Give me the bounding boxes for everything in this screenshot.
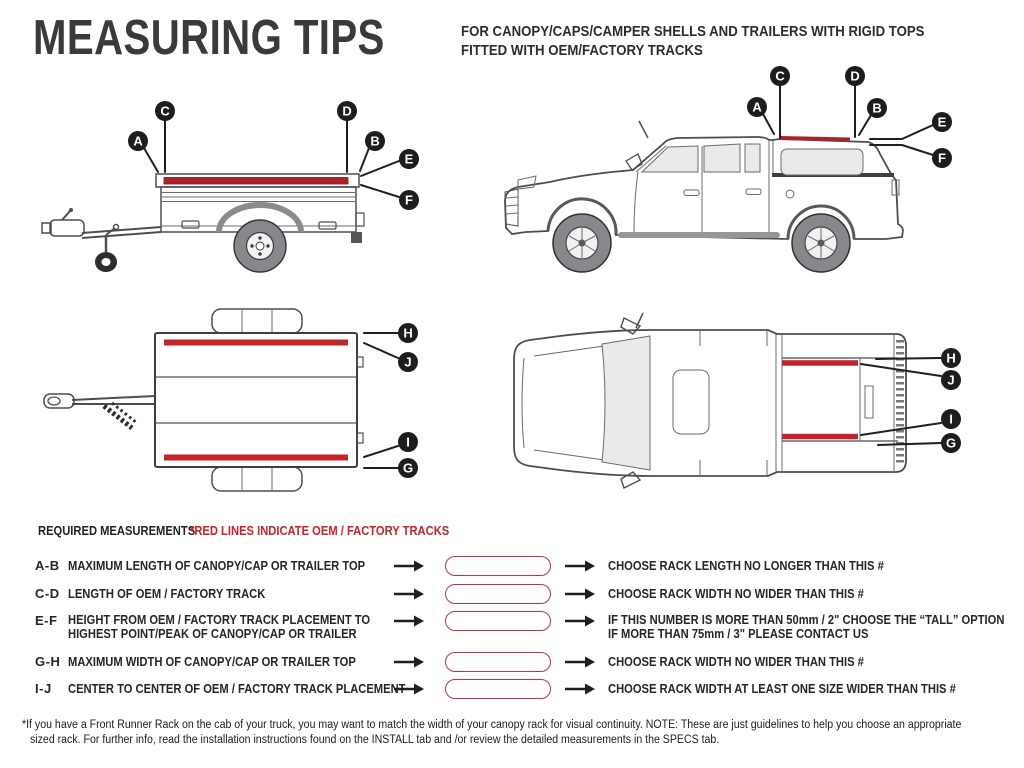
measurement-description: HEIGHT FROM OEM / FACTORY TRACK PLACEMENT TO HIGHEST POINT/PEAK OF CANOPY/CAP OR TRAILER <box>68 612 371 641</box>
measurement-guideline: CHOOSE RACK LENGTH NO LONGER THAN THIS # <box>608 558 884 573</box>
truck-body-top <box>514 330 906 476</box>
svg-text:B: B <box>872 100 882 116</box>
subtitle-line-1: FOR CANOPY/CAPS/CAMPER SHELLS AND TRAILERS WITH RIGID TOPS <box>461 23 925 40</box>
measure-point-badge-g <box>398 458 418 478</box>
svg-text:C: C <box>775 68 785 84</box>
windshield <box>602 336 650 470</box>
measurement-code: I-J <box>35 681 52 696</box>
safety-chain <box>104 406 132 428</box>
svg-text:G: G <box>402 460 414 476</box>
page-title: MEASURING TIPS <box>33 11 385 65</box>
arrow-icon <box>565 683 595 695</box>
measurement-row <box>0 613 1024 657</box>
arrow-icon <box>394 683 424 695</box>
measure-point-badge-f <box>932 148 952 168</box>
measurement-value-box <box>445 556 551 576</box>
svg-text:A: A <box>133 133 143 149</box>
measurement-guideline: CHOOSE RACK WIDTH AT LEAST ONE SIZE WIDER THAN THIS # <box>608 681 956 696</box>
trailer-top-view-diagram <box>20 300 450 510</box>
svg-text:I: I <box>949 411 953 427</box>
measurement-description: MAXIMUM LENGTH OF CANOPY/CAP OR TRAILER TOP <box>68 558 366 573</box>
svg-text:J: J <box>404 354 412 370</box>
measure-point-badge-c <box>770 66 790 86</box>
rocker-panel <box>618 232 780 238</box>
door-handle <box>684 190 699 196</box>
measurement-value-box <box>445 679 551 699</box>
trailer-wheel <box>234 220 286 272</box>
measure-point-badge-j <box>941 370 961 390</box>
measure-point-badge-g <box>941 433 961 453</box>
truck-top-view-diagram <box>490 300 1020 510</box>
measure-point-badge-f <box>399 190 419 210</box>
svg-text:H: H <box>946 350 956 366</box>
subtitle-line-2: FITTED WITH OEM/FACTORY TRACKS <box>461 42 703 59</box>
side-mirror <box>626 154 642 170</box>
svg-text:F: F <box>938 150 946 166</box>
measure-point-badge-i <box>398 432 418 452</box>
arrow-icon <box>565 588 595 600</box>
arrow-icon <box>394 656 424 668</box>
measure-point-badge-h <box>941 348 961 368</box>
measure-point-badge-e <box>932 112 952 132</box>
svg-text:H: H <box>403 325 413 341</box>
svg-text:A: A <box>752 99 762 115</box>
arrow-icon <box>565 656 595 668</box>
door-handle <box>746 189 761 195</box>
trailer-hitch <box>42 208 161 272</box>
measurement-guideline: CHOOSE RACK WIDTH NO WIDER THAN THIS # <box>608 654 864 669</box>
measurement-code: A-B <box>35 558 60 573</box>
measurement-value-box <box>445 652 551 672</box>
svg-text:C: C <box>160 103 170 119</box>
oem-track-line <box>782 360 858 366</box>
arrow-icon <box>394 615 424 627</box>
measure-point-badge-b <box>867 98 887 118</box>
measurement-guideline: IF THIS NUMBER IS MORE THAN 50mm / 2" CHOOSE THE “TALL” OPTION IF MORE THAN 75mm / 3" PLEASE CONTACT US <box>608 612 1005 641</box>
svg-text:J: J <box>947 372 955 388</box>
measure-point-badge-d <box>337 101 357 121</box>
measurement-description: CENTER TO CENTER OF OEM / FACTORY TRACK PLACEMENT <box>68 681 406 696</box>
measurement-row <box>0 681 1024 711</box>
arrow-icon <box>394 560 424 572</box>
page-subtitle <box>461 22 988 60</box>
footnote-line-1: *If you have a Front Runner Rack on the cab of your truck, you may want to match the width of your canopy rack for visual continuity. NOTE: These are just guidelines to help you choose an appropriate <box>22 719 962 731</box>
truck-side-view-diagram <box>490 60 1020 300</box>
measure-point-badge-d <box>845 66 865 86</box>
leader-lines <box>144 121 399 197</box>
measure-point-badge-a <box>747 97 767 117</box>
measure-point-badge-h <box>398 323 418 343</box>
truck-top-details <box>522 330 900 476</box>
sunroof <box>673 370 709 434</box>
measure-point-badge-j <box>398 352 418 372</box>
measure-point-badge-e <box>399 149 419 169</box>
oem-track-line <box>164 455 348 461</box>
leader-lines <box>763 86 933 155</box>
arrow-icon <box>565 560 595 572</box>
oem-track-line <box>780 138 850 140</box>
svg-text:D: D <box>342 103 352 119</box>
svg-text:F: F <box>405 192 413 208</box>
measurement-description: MAXIMUM WIDTH OF CANOPY/CAP OR TRAILER TOP <box>68 654 356 669</box>
trailer-side-view-diagram <box>20 95 450 295</box>
trailer-hitch-top <box>44 394 155 428</box>
fuel-cap <box>786 190 794 198</box>
rear-door-window <box>704 144 740 172</box>
svg-text:E: E <box>404 151 414 167</box>
measurement-description: LENGTH OF OEM / FACTORY TRACK <box>68 586 266 601</box>
measurement-code: E-F <box>35 613 58 628</box>
svg-text:E: E <box>937 114 947 130</box>
footnote-line-2: sized rack. For further info, read the installation instructions found on the INSTALL tab and /or review the detailed measurements in the SPECS tab. <box>30 734 720 746</box>
measurement-code: G-H <box>35 654 61 669</box>
arrow-icon <box>565 615 595 627</box>
oem-track-line <box>164 178 348 185</box>
oem-track-line <box>782 434 858 440</box>
measure-point-badge-a <box>128 131 148 151</box>
measurement-guideline: CHOOSE RACK WIDTH NO WIDER THAN THIS # <box>608 586 864 601</box>
red-lines-note: *RED LINES INDICATE OEM / FACTORY TRACKS <box>190 523 450 538</box>
svg-text:D: D <box>850 68 860 84</box>
quarter-window <box>745 144 760 172</box>
oem-track-line <box>164 340 348 346</box>
canopy-window <box>781 149 863 175</box>
measurement-value-box <box>445 611 551 631</box>
leader-lines <box>364 333 398 468</box>
measurement-value-box <box>445 584 551 604</box>
measurement-code: C-D <box>35 586 60 601</box>
antenna <box>639 121 648 138</box>
side-mirror <box>621 472 640 488</box>
rear-mudguard <box>351 232 362 243</box>
required-measurements-label: REQUIRED MEASUREMENTS <box>38 523 196 538</box>
svg-text:I: I <box>406 434 410 450</box>
measure-point-badge-i <box>941 409 961 429</box>
svg-text:B: B <box>370 133 380 149</box>
measure-point-badge-c <box>155 101 175 121</box>
trailer-body-top <box>155 333 363 467</box>
arrow-icon <box>394 588 424 600</box>
measure-point-badge-b <box>365 131 385 151</box>
svg-text:G: G <box>945 435 957 451</box>
